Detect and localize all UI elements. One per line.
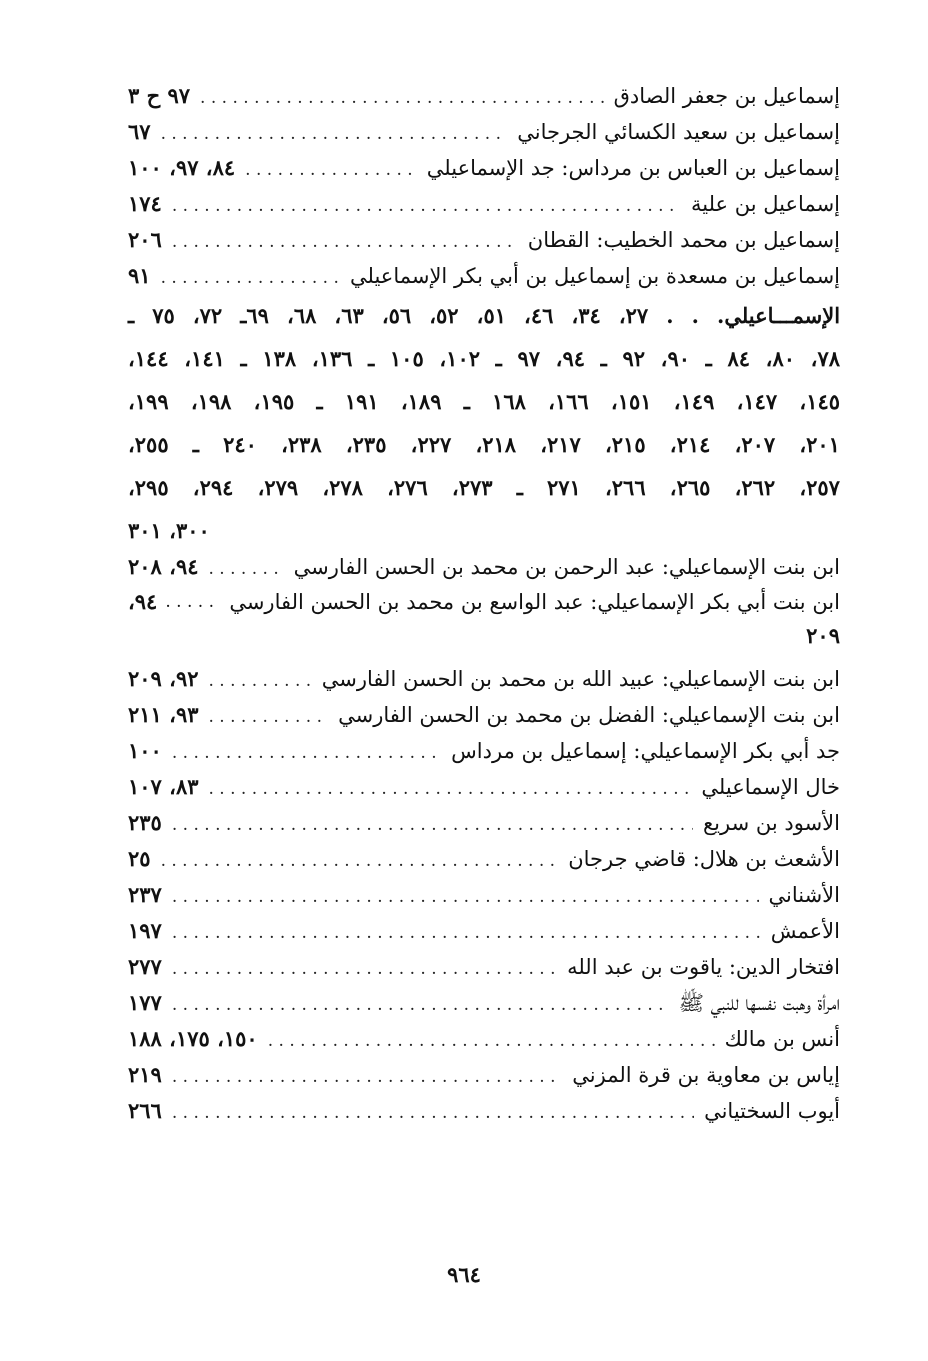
index-entry [128, 114, 840, 150]
entry-pages: ٨٤، ٩٧، ١٠٠ [128, 155, 236, 180]
entry-pages-continued: ٢٠٩ [806, 623, 840, 648]
entry-pages: ٨٣، ١٠٧ [128, 774, 199, 799]
entry-name: ابن بنت الإسماعيلي: الفضل بن محمد بن الحسن الفارسي [338, 703, 840, 727]
index-entry [128, 78, 840, 114]
entry-pages: ١٧٤ [128, 191, 162, 216]
entry-name: ابن بنت الإسماعيلي: عبد الرحمن بن محمد بن الحسن الفارسي [293, 555, 840, 579]
entry-pages: ٢٣٥ [128, 810, 162, 835]
entry-pages: ١٠٠ [128, 738, 162, 763]
dot-leader [172, 224, 518, 258]
ismaili-line: الإسمـــاعيلي. . . ٢٧، ٣٤، ٤٦، ٥١، ٥٢، ٥٦، ٦٣، ٦٨، ٦٩ـ ٧٢، ٧٥ ـ [128, 303, 841, 328]
index-entry [128, 769, 840, 805]
dot-leader [172, 1059, 562, 1093]
index-entry [128, 841, 840, 877]
entry-pages: ٩٤، [128, 589, 158, 614]
index-entry [128, 549, 840, 585]
entry-pages: ٩٧ ح ٣ [128, 83, 191, 108]
dot-leader [268, 1023, 715, 1057]
index-entry [128, 222, 840, 258]
entry-pages: ٩٣، ٢١١ [128, 702, 199, 727]
entry-name: جد أبي بكر الإسماعيلي: إسماعيل بن مرداس [451, 739, 840, 763]
ismaili-line: ١٤٥، ١٤٧، ١٤٩، ١٥١، ١٦٦، ١٦٨ ـ ١٨٩، ١٩١ ـ ١٩٥، ١٩٨، ١٩٩، [128, 389, 841, 414]
dot-leader [161, 116, 508, 150]
entry-pages: ٢٧٧ [128, 954, 162, 979]
dot-leader [172, 987, 669, 1021]
dot-leader [209, 771, 692, 805]
index-entry [128, 258, 840, 294]
index-entry [128, 1057, 840, 1093]
entry-pages: ٩٢، ٢٠٩ [128, 666, 199, 691]
page-number: ٩٦٤ [447, 1262, 481, 1287]
dot-leader [209, 663, 312, 697]
entry-name: ابن بنت أبي بكر الإسماعيلي: عبد الواسع بن محمد بن الحسن الفارسي [229, 590, 840, 614]
index-entry [128, 805, 840, 841]
dot-leader [172, 735, 441, 769]
dot-leader [200, 80, 604, 114]
entry-pages: ٩٤، ٢٠٨ [128, 554, 199, 579]
entry-pages: ٦٧ [128, 119, 151, 144]
entry-pages: ١٥٠، ١٧٥، ١٨٨ [128, 1026, 258, 1051]
entry-name: إياس بن معاوية بن قرة المزني [572, 1063, 840, 1087]
entry-name: ابن بنت الإسماعيلي: عبيد الله بن محمد بن الحسن الفارسي [321, 667, 840, 691]
entry-pages: ١٩٧ [128, 918, 162, 943]
entry-name: إسماعيل بن علية [691, 192, 840, 216]
entry-pages: ٢١٩ [128, 1062, 162, 1087]
index-entry [128, 186, 840, 222]
index-entry [128, 733, 840, 769]
ismaili-entry [128, 294, 840, 549]
entry-name: خال الإسماعيلي [701, 775, 840, 799]
entry-name: افتخار الدين: ياقوت بن عبد الله [567, 955, 840, 979]
ismaili-line: ٧٨، ٨٠، ٨٤ ـ ٩٠، ٩٢ ـ ٩٤، ٩٧ ـ ١٠٢، ١٠٥ ـ ١٣٦، ١٣٨ ـ ١٤١، ١٤٤، [128, 346, 840, 371]
index-entry [128, 985, 840, 1021]
entry-name: إسماعيل بن جعفر الصادق [613, 84, 840, 108]
index-entry [128, 949, 840, 985]
entry-pages: ٢٦٦ [128, 1098, 162, 1123]
dot-leader [161, 843, 559, 877]
entry-pages: ٢٥ [128, 846, 151, 871]
entry-pages: ٢٣٧ [128, 882, 162, 907]
entry-name: الأشعث بن هلال: قاضي جرجان [568, 847, 840, 871]
index-entry [128, 150, 840, 186]
dot-leader [172, 1095, 694, 1129]
entry-name: الأعمش [770, 919, 840, 943]
entry-pages: ٢٠٦ [128, 227, 162, 252]
index-list [128, 78, 840, 1129]
entry-name: أنس بن مالك [724, 1027, 840, 1051]
entry-name: إسماعيل بن محمد الخطيب: القطان [527, 228, 840, 252]
entry-name: الأسود بن سريع [703, 811, 840, 835]
entry-name: إسماعيل بن مسعدة بن إسماعيل بن أبي بكر الإسماعيلي [350, 264, 840, 288]
index-entry [128, 1021, 840, 1057]
ismaili-line: ٢٥٧، ٢٦٢، ٢٦٥، ٢٦٦، ٢٧١ ـ ٢٧٣، ٢٧٦، ٢٧٨، ٢٧٩، ٢٩٤، ٢٩٥، [128, 475, 840, 500]
dot-leader [172, 879, 759, 913]
entry-pages: ١٧٧ [128, 990, 162, 1015]
ismaili-line: ٣٠٠، ٣٠١ [128, 518, 210, 543]
ismaili-line: ٢٠١، ٢٠٧، ٢١٤، ٢١٥، ٢١٧، ٢١٨، ٢٢٧، ٢٣٥، ٢٣٨، ٢٤٠ ـ ٢٥٥، [128, 432, 840, 457]
index-entry [128, 913, 840, 949]
dot-leader [209, 699, 329, 733]
index-entry-wrapped [128, 585, 840, 661]
index-entry [128, 1093, 840, 1129]
index-entry [128, 877, 840, 913]
dot-leader [172, 951, 557, 985]
index-entry [128, 697, 840, 733]
dot-leader [172, 807, 693, 841]
entry-name: الأشناني [768, 883, 840, 907]
entry-name: امرأة وهبت نفسها للنبي ﷺ [678, 991, 840, 1015]
dot-leader [172, 188, 681, 222]
entry-name: إسماعيل بن سعيد الكسائي الجرجاني [517, 120, 840, 144]
dot-leader [245, 152, 417, 186]
dot-leader [165, 585, 221, 619]
index-entry [128, 661, 840, 697]
entry-name: إسماعيل بن العباس بن مرداس: جد الإسماعيلي [426, 156, 840, 180]
dot-leader [209, 551, 284, 585]
dot-leader [161, 260, 340, 294]
entry-name: أيوب السختياني [704, 1099, 840, 1123]
entry-pages: ٩١ [128, 263, 151, 288]
dot-leader [172, 915, 761, 949]
